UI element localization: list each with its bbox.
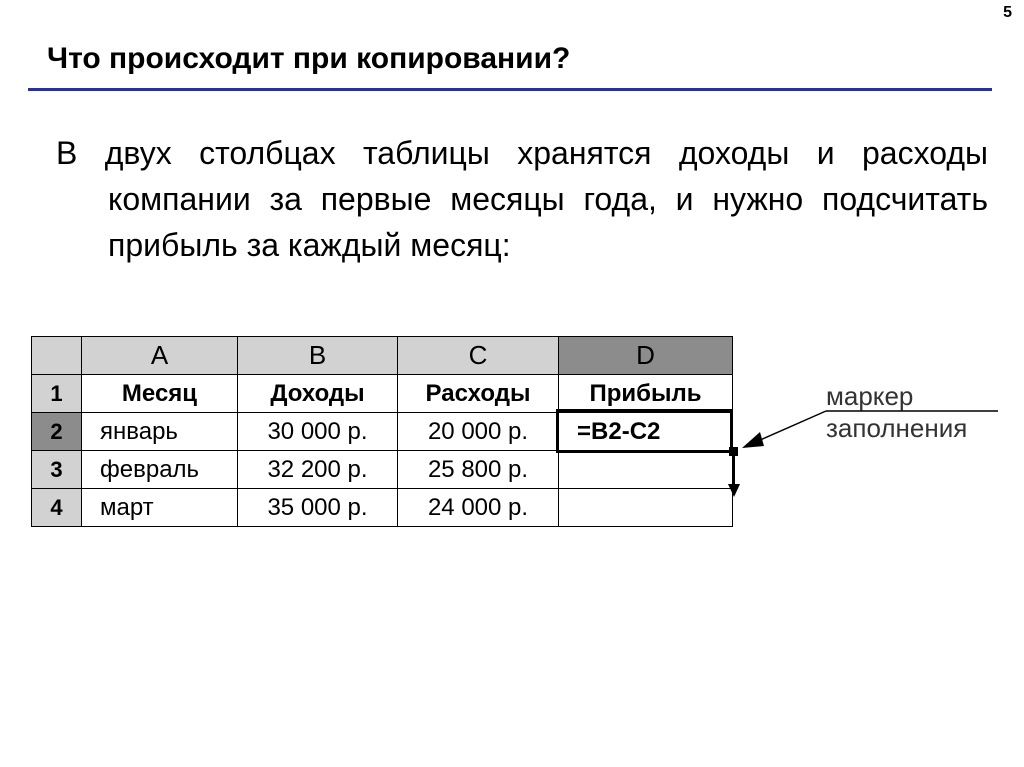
cell-a1[interactable]: Месяц — [82, 375, 238, 413]
annotation-line-2: заполнения — [826, 413, 968, 443]
column-header-c[interactable]: C — [398, 337, 559, 375]
cell-a4[interactable]: март — [82, 489, 238, 527]
cell-b1[interactable]: Доходы — [238, 375, 398, 413]
annotation-leader-line — [758, 411, 826, 441]
cell-d2-selected[interactable]: =B2-C2 — [559, 413, 733, 451]
cell-a3[interactable]: февраль — [82, 451, 238, 489]
cell-b3[interactable]: 32 200 р. — [238, 451, 398, 489]
cell-a2[interactable]: январь — [82, 413, 238, 451]
column-header-b[interactable]: B — [238, 337, 398, 375]
drag-down-arrow-head — [728, 484, 740, 497]
annotation-line-1: маркер — [826, 381, 914, 411]
fill-handle-annotation — [826, 380, 967, 444]
column-header-a[interactable]: A — [82, 337, 238, 375]
cell-c4[interactable]: 24 000 р. — [398, 489, 559, 527]
row-header-1[interactable]: 1 — [32, 375, 82, 413]
row-header-2[interactable]: 2 — [32, 413, 82, 451]
cell-c3[interactable]: 25 800 р. — [398, 451, 559, 489]
cell-d1[interactable]: Прибыль — [559, 375, 733, 413]
row-header-4[interactable]: 4 — [32, 489, 82, 527]
column-header-d[interactable]: D — [559, 337, 733, 375]
row-header-3[interactable]: 3 — [32, 451, 82, 489]
cell-b4[interactable]: 35 000 р. — [238, 489, 398, 527]
cell-c2[interactable]: 20 000 р. — [398, 413, 559, 451]
annotation-leader-arrow-head — [742, 432, 764, 448]
body-paragraph: В двух столбцах таблицы хранятся доходы и расходы компании за первые месяцы года, и нужно подсчитать прибыль за каждый месяц: — [56, 135, 988, 263]
page-number: 5 — [1003, 4, 1012, 21]
cell-b2[interactable]: 30 000 р. — [238, 413, 398, 451]
cell-c1[interactable]: Расходы — [398, 375, 559, 413]
slide-title: Что происходит при копировании? — [47, 42, 571, 75]
